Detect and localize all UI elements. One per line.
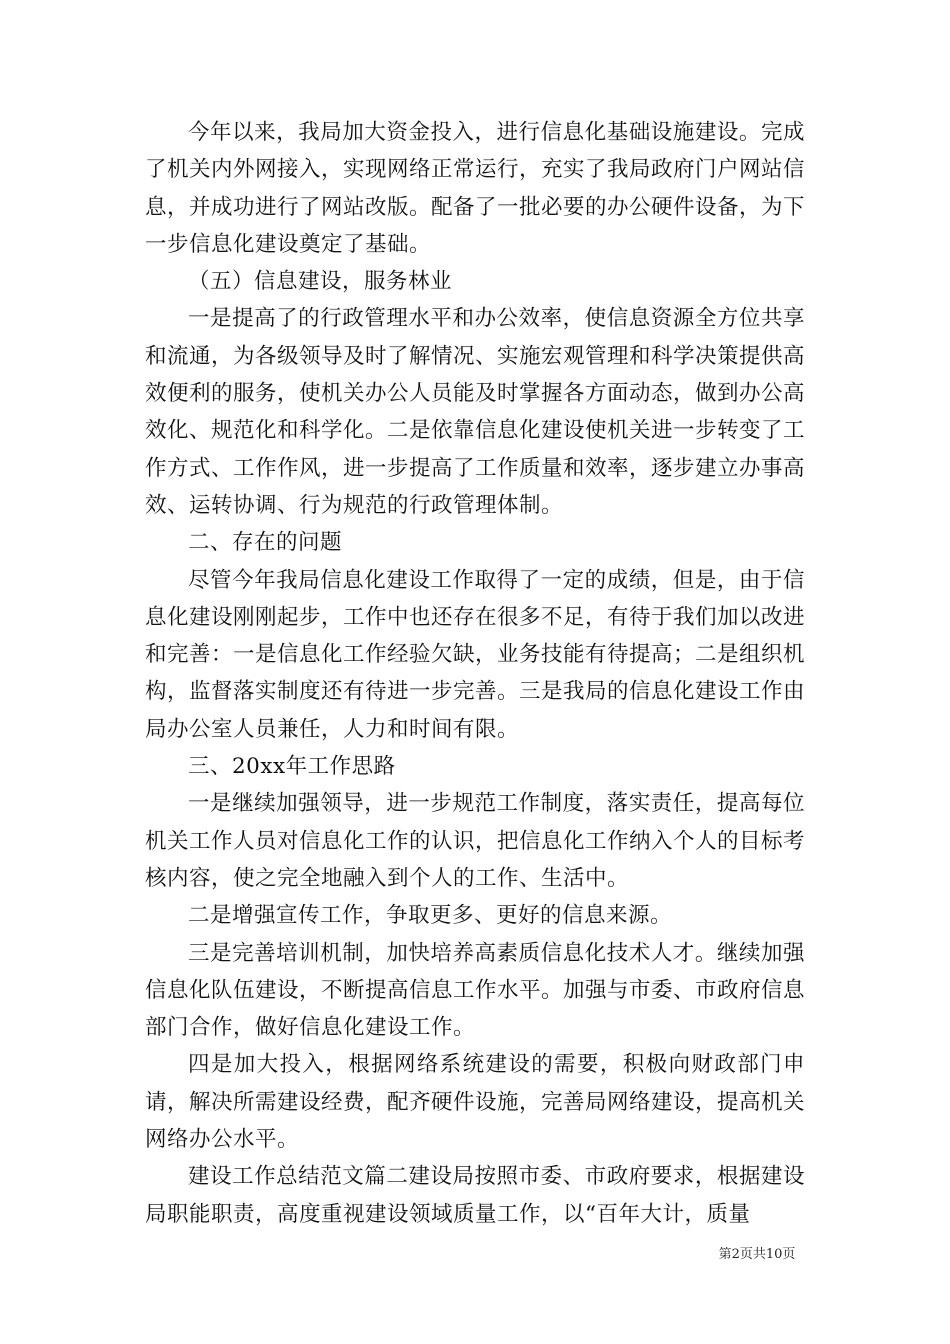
heading-info-construction: （五）信息建设，服务林业 (188, 269, 453, 295)
heading-problems: 二、存在的问题 (188, 530, 343, 556)
page-number: 第2页共10页 (718, 1247, 796, 1262)
paragraph-sample-two: 建设工作总结范文篇二建设局按照市委、市政府要求，根据建设局职能职责，高度重视建设领域质量工作，以“百年大计，质量 (145, 1164, 805, 1227)
heading-next-year-plan: 三、20xx年工作思路 (188, 754, 396, 780)
paragraph-efficiency: 一是提高了的行政管理水平和办公效率，使信息资源全方位共享和流通，为各级领导及时了解情况、实施宏观管理和科学决策提供高效便利的服务，使机关办公人员能及时掌握各方面动态，做到办公高效化、规范化和科学化。二是依靠信息化建设使机关进一步转变了工作方式、工作作风，进一步提高了工作质量和效率，逐步建立办事高效、运转协调、行为规范的行政管理体制。 (145, 306, 806, 518)
paragraph-infrastructure: 今年以来，我局加大资金投入，进行信息化基础设施建设。完成了机关内外网接入，实现网络正常运行，充实了我局政府门户网站信息，并成功进行了网站改版。配备了一批必要的办公硬件设备，为下一步信息化建设奠定了基础。 (145, 120, 806, 257)
document-body (145, 114, 805, 1233)
paragraph-plan-publicity: 二是增强宣传工作，争取更多、更好的信息来源。 (188, 903, 673, 929)
paragraph-plan-training: 三是完善培训机制，加快培养高素质信息化技术人才。继续加强信息化队伍建设，不断提高信息工作水平。加强与市委、市政府信息部门合作，做好信息化建设工作。 (145, 940, 806, 1041)
paragraph-problems: 尽管今年我局信息化建设工作取得了一定的成绩，但是，由于信息化建设刚刚起步，工作中也还存在很多不足，有待于我们加以改进和完善：一是信息化工作经验欠缺，业务技能有待提高；二是组织机构，监督落实制度还有待进一步完善。三是我局的信息化建设工作由局办公室人员兼任，人力和时间有限。 (145, 567, 806, 742)
paragraph-plan-investment: 四是加大投入，根据网络系统建设的需要，积极向财政部门申请，解决所需建设经费，配齐硬件设施，完善局网络建设，提高机关网络办公水平。 (145, 1052, 806, 1153)
paragraph-plan-leadership: 一是继续加强领导，进一步规范工作制度，落实责任，提高每位机关工作人员对信息化工作的认识，把信息化工作纳入个人的目标考核内容，使之完全地融入到个人的工作、生活中。 (145, 791, 806, 891)
page-footer (0, 1243, 950, 1262)
